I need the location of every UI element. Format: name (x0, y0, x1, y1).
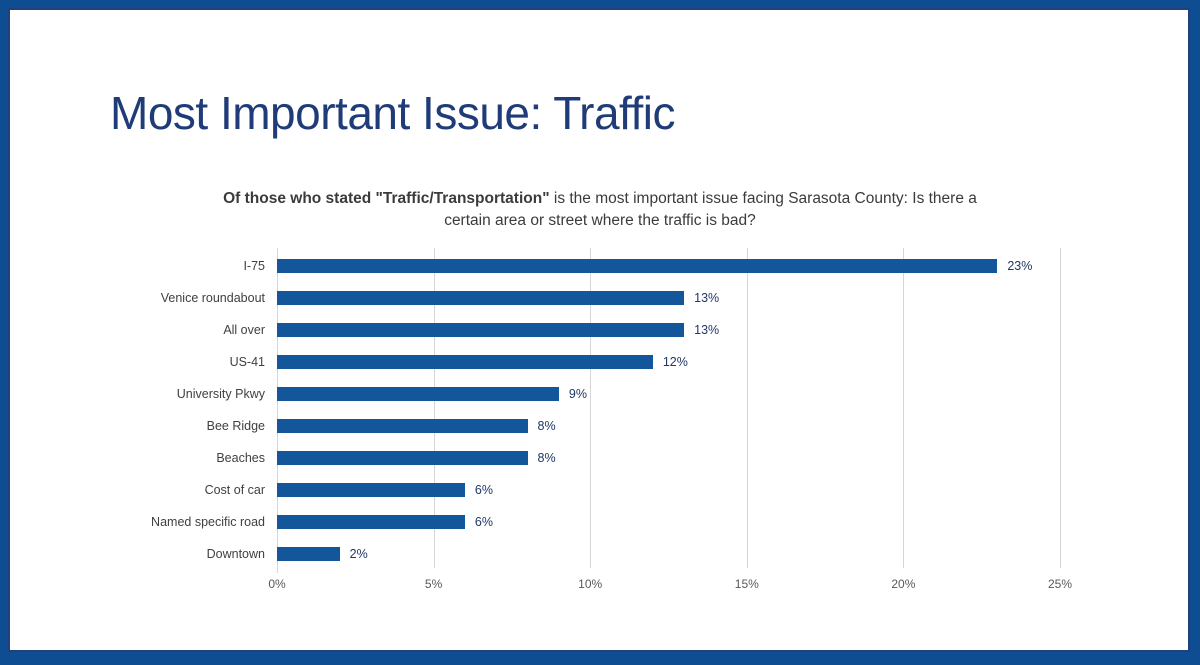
bar (277, 419, 528, 433)
bar-value-label: 13% (694, 323, 720, 337)
subtitle-bold-text: Of those who stated "Traffic/Transportation" (223, 190, 550, 207)
category-label: Bee Ridge (206, 419, 265, 433)
chart-row (277, 314, 1060, 346)
bar-value-label: 6% (474, 515, 493, 529)
x-tick-label: 25% (1047, 577, 1073, 591)
category-label: Beaches (216, 451, 265, 465)
bar-value-label: 2% (349, 547, 368, 561)
bar-value-label: 6% (474, 483, 493, 497)
chart-row (277, 250, 1060, 282)
bar-value-label: 9% (568, 387, 587, 401)
category-label: I-75 (243, 259, 265, 273)
bar (277, 547, 340, 561)
bar-value-label: 13% (694, 291, 720, 305)
bar (277, 483, 465, 497)
x-tick-label: 0% (268, 577, 286, 591)
bar (277, 387, 559, 401)
bar (277, 451, 528, 465)
x-tick-label: 5% (424, 577, 443, 591)
x-tick-label: 15% (734, 577, 759, 591)
bar-value-label: 8% (537, 451, 556, 465)
x-tick-label: 20% (891, 577, 916, 591)
bar (277, 355, 653, 369)
chart-row (277, 474, 1060, 506)
chart-row (277, 378, 1060, 410)
category-label: All over (223, 323, 265, 337)
bar (277, 515, 465, 529)
category-label: US-41 (229, 355, 265, 369)
category-label: Cost of car (204, 483, 265, 497)
chart-row (277, 282, 1060, 314)
bar-value-label: 23% (1007, 259, 1033, 273)
category-axis (0, 250, 265, 570)
chart-row (277, 538, 1060, 570)
bar (277, 291, 684, 305)
x-axis-ticks (268, 577, 1073, 597)
gridline (1060, 248, 1061, 568)
bar-value-label: 8% (537, 419, 556, 433)
chart-row (277, 506, 1060, 538)
slide-title: Most Important Issue: Traffic (110, 87, 675, 139)
category-label: Venice roundabout (160, 291, 265, 305)
bar-value-label: 12% (662, 355, 688, 369)
x-tick-label: 10% (578, 577, 603, 591)
category-label: Named specific road (151, 515, 265, 529)
plot-area (277, 250, 1060, 570)
chart-row (277, 410, 1060, 442)
subtitle-rest-text: is the most important issue facing Sarasota County: Is there a certain area or street where the traffic is bad? (444, 190, 977, 229)
category-label: Downtown (206, 547, 265, 561)
chart-row (277, 442, 1060, 474)
bar (277, 259, 997, 273)
chart-row (277, 346, 1060, 378)
bar (277, 323, 684, 337)
category-label: University Pkwy (176, 387, 265, 401)
